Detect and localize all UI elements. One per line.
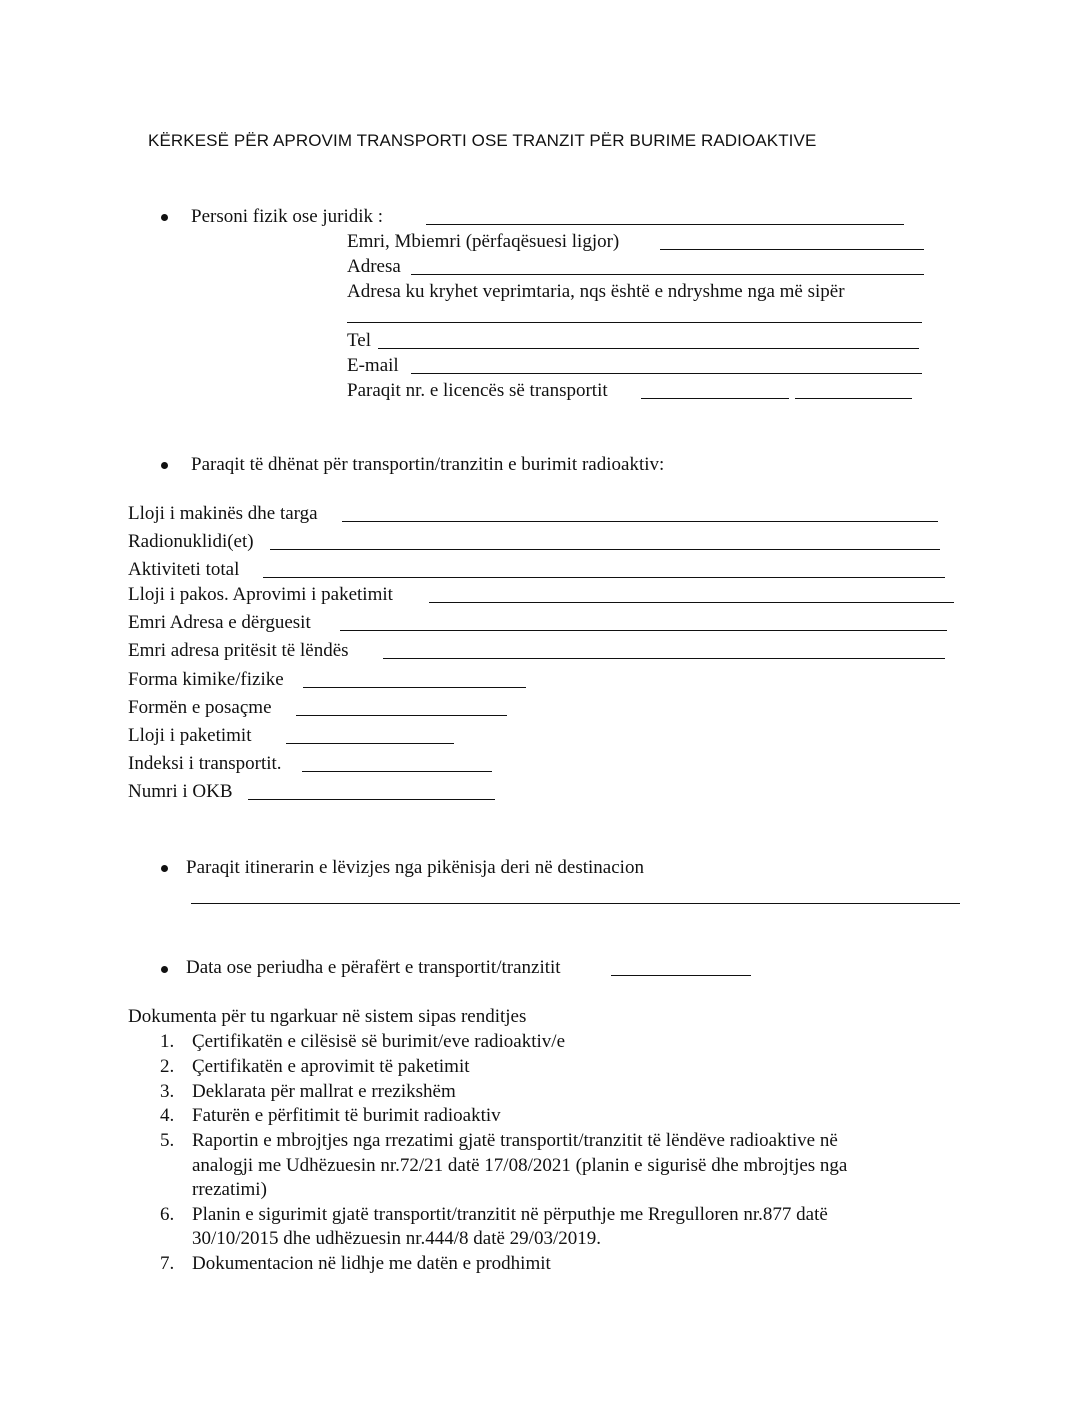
list-number: 6. (160, 1204, 175, 1225)
field-input-line[interactable] (296, 715, 507, 716)
address-label: Adresa (347, 256, 401, 277)
bullet-marker (161, 865, 168, 872)
field-input-line[interactable] (342, 521, 938, 522)
bullet-marker (161, 966, 168, 973)
field-label: Indeksi i transportit. (128, 753, 282, 774)
field-input-line[interactable] (270, 549, 940, 550)
email-label: E-mail (347, 355, 399, 376)
field-input-line[interactable] (263, 577, 945, 578)
licence-label: Paraqit nr. e licencës së transportit (347, 380, 608, 401)
name-input-line[interactable] (660, 249, 924, 250)
field-input-line[interactable] (303, 687, 526, 688)
person-input-line[interactable] (426, 224, 904, 225)
field-label: Radionuklidi(et) (128, 531, 254, 552)
list-item: Çertifikatën e cilësisë së burimit/eve radioaktiv/e (192, 1031, 566, 1052)
field-label: Forma kimike/fizike (128, 669, 284, 690)
list-item-continued: 30/10/2015 dhe udhëzuesin nr.444/8 datë 29/03/2019. (192, 1228, 601, 1249)
list-number: 3. (160, 1081, 175, 1102)
list-number: 4. (160, 1105, 175, 1126)
field-label: Emri adresa pritësit të lëndës (128, 640, 349, 661)
email-input-line[interactable] (411, 373, 922, 374)
field-label: Aktiviteti total (128, 559, 240, 580)
field-input-line[interactable] (302, 771, 492, 772)
activity-address-input-line[interactable] (347, 322, 922, 323)
section4-label: Data ose periudha e përafërt e transportit/tranzitit (186, 957, 561, 978)
tel-input-line[interactable] (378, 348, 919, 349)
list-item-continued: analogji me Udhëzuesin nr.72/21 datë 17/08/2021 (planin e sigurisë dhe mbrojtjes nga (192, 1155, 848, 1176)
list-item: Çertifikatën e aprovimit të paketimit (192, 1056, 470, 1077)
section1-label: Personi fizik ose juridik : (191, 206, 384, 227)
list-number: 2. (160, 1056, 175, 1077)
list-item: Raportin e mbrojtjes nga rrezatimi gjatë transportit/tranzitit të lëndëve radioaktive në (192, 1130, 838, 1151)
list-number: 5. (160, 1130, 175, 1151)
licence-input-line-1[interactable] (641, 398, 789, 399)
tel-label: Tel (347, 330, 371, 351)
field-input-line[interactable] (383, 658, 945, 659)
field-label: Lloji i makinës dhe targa (128, 503, 318, 524)
list-number: 7. (160, 1253, 175, 1274)
field-label: Numri i OKB (128, 781, 233, 802)
list-number: 1. (160, 1031, 175, 1052)
section3-label: Paraqit itinerarin e lëvizjes nga pikënisja deri në destinacion (186, 857, 644, 878)
itinerary-input-line[interactable] (191, 903, 960, 904)
field-input-line[interactable] (429, 602, 954, 603)
licence-input-line-2[interactable] (795, 398, 912, 399)
address-input-line[interactable] (411, 274, 924, 275)
name-label: Emri, Mbiemri (përfaqësuesi ligjor) (347, 231, 620, 252)
field-label: Lloji i pakos. Aprovimi i paketimit (128, 584, 393, 605)
activity-address-label: Adresa ku kryhet veprimtaria, nqs është e ndryshme nga më sipër (347, 281, 845, 302)
bullet-marker (161, 462, 168, 469)
field-label: Lloji i paketimit (128, 725, 252, 746)
list-item: Dokumentacion në lidhje me datën e prodhimit (192, 1253, 551, 1274)
section2-label: Paraqit të dhënat për transportin/tranzitin e burimit radioaktiv: (191, 454, 665, 475)
date-input-line[interactable] (611, 975, 751, 976)
field-input-line[interactable] (340, 630, 947, 631)
field-label: Formën e posaçme (128, 697, 272, 718)
field-input-line[interactable] (248, 799, 495, 800)
list-item: Planin e sigurimit gjatë transportit/tranzitit në përputhje me Rregulloren nr.877 datë (192, 1204, 828, 1225)
page-title: KËRKESË PËR APROVIM TRANSPORTI OSE TRANZIT PËR BURIME RADIOAKTIVE (148, 131, 817, 150)
list-item: Deklarata për mallrat e rrezikshëm (192, 1081, 456, 1102)
list-item: Faturën e përfitimit të burimit radioaktiv (192, 1105, 501, 1126)
field-label: Emri Adresa e dërguesit (128, 612, 311, 633)
field-input-line[interactable] (286, 743, 454, 744)
documents-heading: Dokumenta për tu ngarkuar në sistem sipas renditjes (128, 1006, 527, 1027)
bullet-marker (161, 214, 168, 221)
list-item-continued: rrezatimi) (192, 1179, 267, 1200)
